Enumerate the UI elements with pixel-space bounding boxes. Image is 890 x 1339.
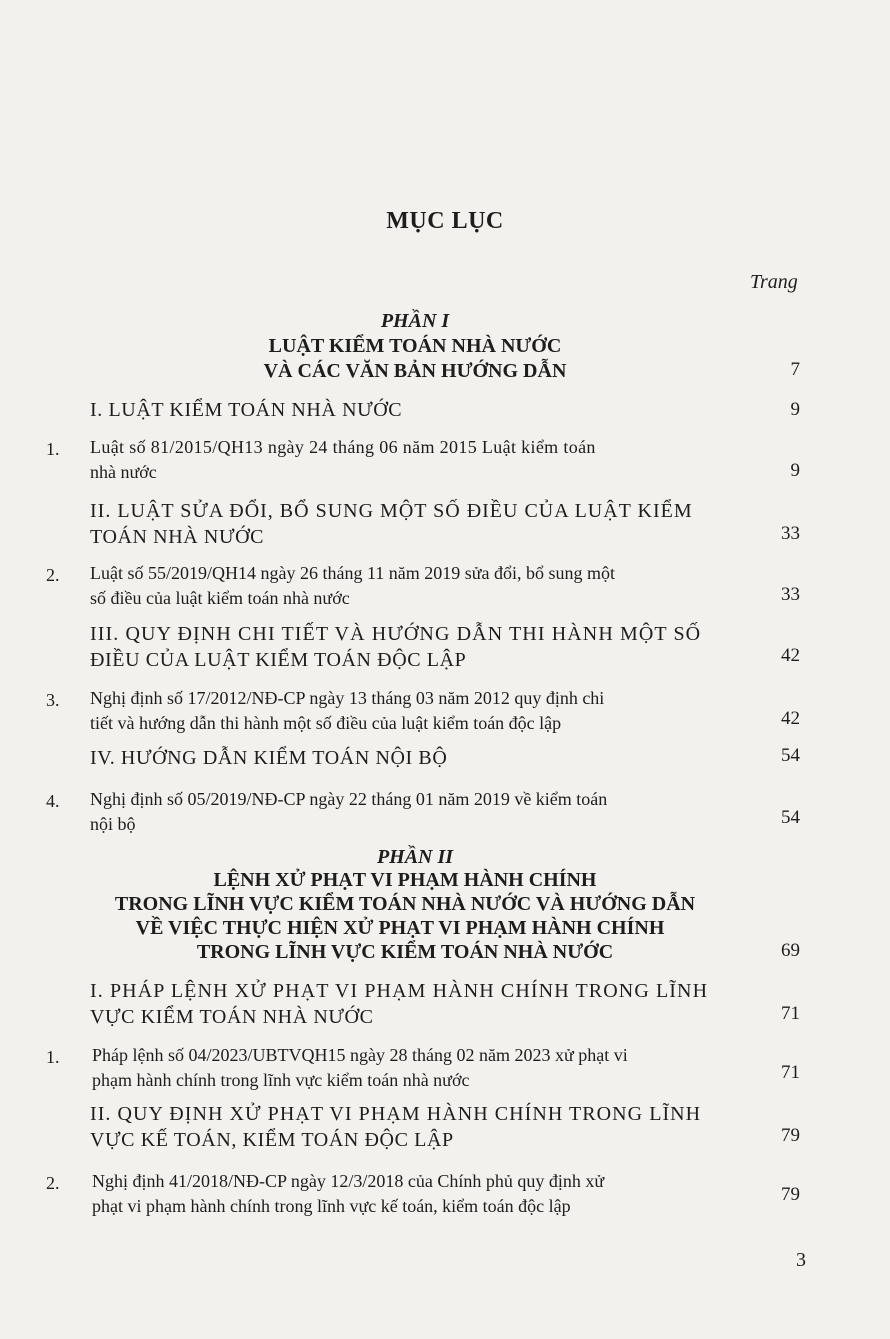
section5-title-line1: I. PHÁP LỆNH XỬ PHẠT VI PHẠM HÀNH CHÍNH TRONG LĨNH	[90, 980, 709, 1002]
section6-title-line1: II. QUY ĐỊNH XỬ PHẠT VI PHẠM HÀNH CHÍNH TRONG LĨNH	[90, 1103, 702, 1125]
item1-page: 9	[790, 460, 800, 481]
section4-page: 54	[781, 745, 800, 766]
part2-label: PHẦN II	[376, 846, 454, 868]
part2-page: 69	[781, 940, 800, 961]
section1-title: I. LUẬT KIỂM TOÁN NHÀ NƯỚC	[90, 399, 403, 421]
item2-number: 2.	[46, 565, 60, 585]
part1-page: 7	[790, 359, 800, 380]
section5-page: 71	[781, 1003, 800, 1024]
section2-page: 33	[781, 523, 800, 544]
item2-line2: số điều của luật kiểm toán nhà nước	[90, 588, 350, 608]
item6-line2: phạt vi phạm hành chính trong lĩnh vực kế toán, kiểm toán độc lập	[92, 1196, 571, 1216]
item1-line1: Luật số 81/2015/QH13 ngày 24 tháng 06 năm 2015 Luật kiểm toán	[90, 437, 596, 457]
section4-title: IV. HƯỚNG DẪN KIỂM TOÁN NỘI BỘ	[90, 747, 448, 769]
item5-line2: phạm hành chính trong lĩnh vực kiểm toán nhà nước	[92, 1070, 470, 1090]
item3-number: 3.	[46, 690, 60, 710]
part1-label: PHẦN I	[380, 310, 450, 332]
item4-number: 4.	[46, 791, 60, 811]
footer-page-number: 3	[796, 1249, 806, 1271]
part2-title-line1: LỆNH XỬ PHẠT VI PHẠM HÀNH CHÍNH	[213, 869, 597, 891]
item6-number: 2.	[46, 1173, 60, 1193]
item5-page: 71	[781, 1062, 800, 1083]
section3-title-line1: III. QUY ĐỊNH CHI TIẾT VÀ HƯỚNG DẪN THI HÀNH MỘT SỐ	[90, 623, 702, 645]
item1-number: 1.	[46, 439, 60, 459]
section5-title-line2: VỰC KIỂM TOÁN NHÀ NƯỚC	[90, 1006, 374, 1028]
part2-title-line4: TRONG LĨNH VỰC KIỂM TOÁN NHÀ NƯỚC	[196, 941, 614, 963]
item4-page: 54	[781, 807, 800, 828]
section3-page: 42	[781, 645, 800, 666]
item4-line2: nội bộ	[90, 814, 136, 834]
item1-line2: nhà nước	[90, 462, 157, 482]
page-title: MỤC LỤC	[386, 208, 504, 234]
item2-page: 33	[781, 584, 800, 605]
item5-line1: Pháp lệnh số 04/2023/UBTVQH15 ngày 28 tháng 02 năm 2023 xử phạt vi	[92, 1045, 628, 1065]
part2-title-line3: VỀ VIỆC THỰC HIỆN XỬ PHẠT VI PHẠM HÀNH CHÍNH	[135, 917, 665, 939]
section2-title-line1: II. LUẬT SỬA ĐỔI, BỔ SUNG MỘT SỐ ĐIỀU CỦA LUẬT KIỂM	[90, 500, 693, 522]
page-column-header: Trang	[750, 271, 798, 293]
item3-page: 42	[781, 708, 800, 729]
item6-line1: Nghị định 41/2018/NĐ-CP ngày 12/3/2018 của Chính phủ quy định xử	[92, 1171, 605, 1191]
section6-page: 79	[781, 1125, 800, 1146]
item5-number: 1.	[46, 1047, 60, 1067]
item4-line1: Nghị định số 05/2019/NĐ-CP ngày 22 tháng 01 năm 2019 về kiểm toán	[90, 789, 608, 809]
item3-line2: tiết và hướng dẫn thi hành một số điều của luật kiểm toán độc lập	[90, 713, 562, 733]
section2-title-line2: TOÁN NHÀ NƯỚC	[90, 526, 265, 548]
part2-title-line2: TRONG LĨNH VỰC KIỂM TOÁN NHÀ NƯỚC VÀ HƯỚNG DẪN	[114, 893, 696, 915]
item2-line1: Luật số 55/2019/QH14 ngày 26 tháng 11 năm 2019 sửa đổi, bổ sung một	[90, 563, 616, 583]
section6-title-line2: VỰC KẾ TOÁN, KIỂM TOÁN ĐỘC LẬP	[90, 1129, 454, 1151]
part1-title-line1: LUẬT KIỂM TOÁN NHÀ NƯỚC	[268, 335, 562, 357]
section1-page: 9	[790, 399, 800, 420]
section3-title-line2: ĐIỀU CỦA LUẬT KIỂM TOÁN ĐỘC LẬP	[90, 649, 467, 671]
item3-line1: Nghị định số 17/2012/NĐ-CP ngày 13 tháng 03 năm 2012 quy định chi	[90, 688, 605, 708]
part1-title-line2: VÀ CÁC VĂN BẢN HƯỚNG DẪN	[263, 360, 567, 382]
item6-page: 79	[781, 1184, 800, 1205]
